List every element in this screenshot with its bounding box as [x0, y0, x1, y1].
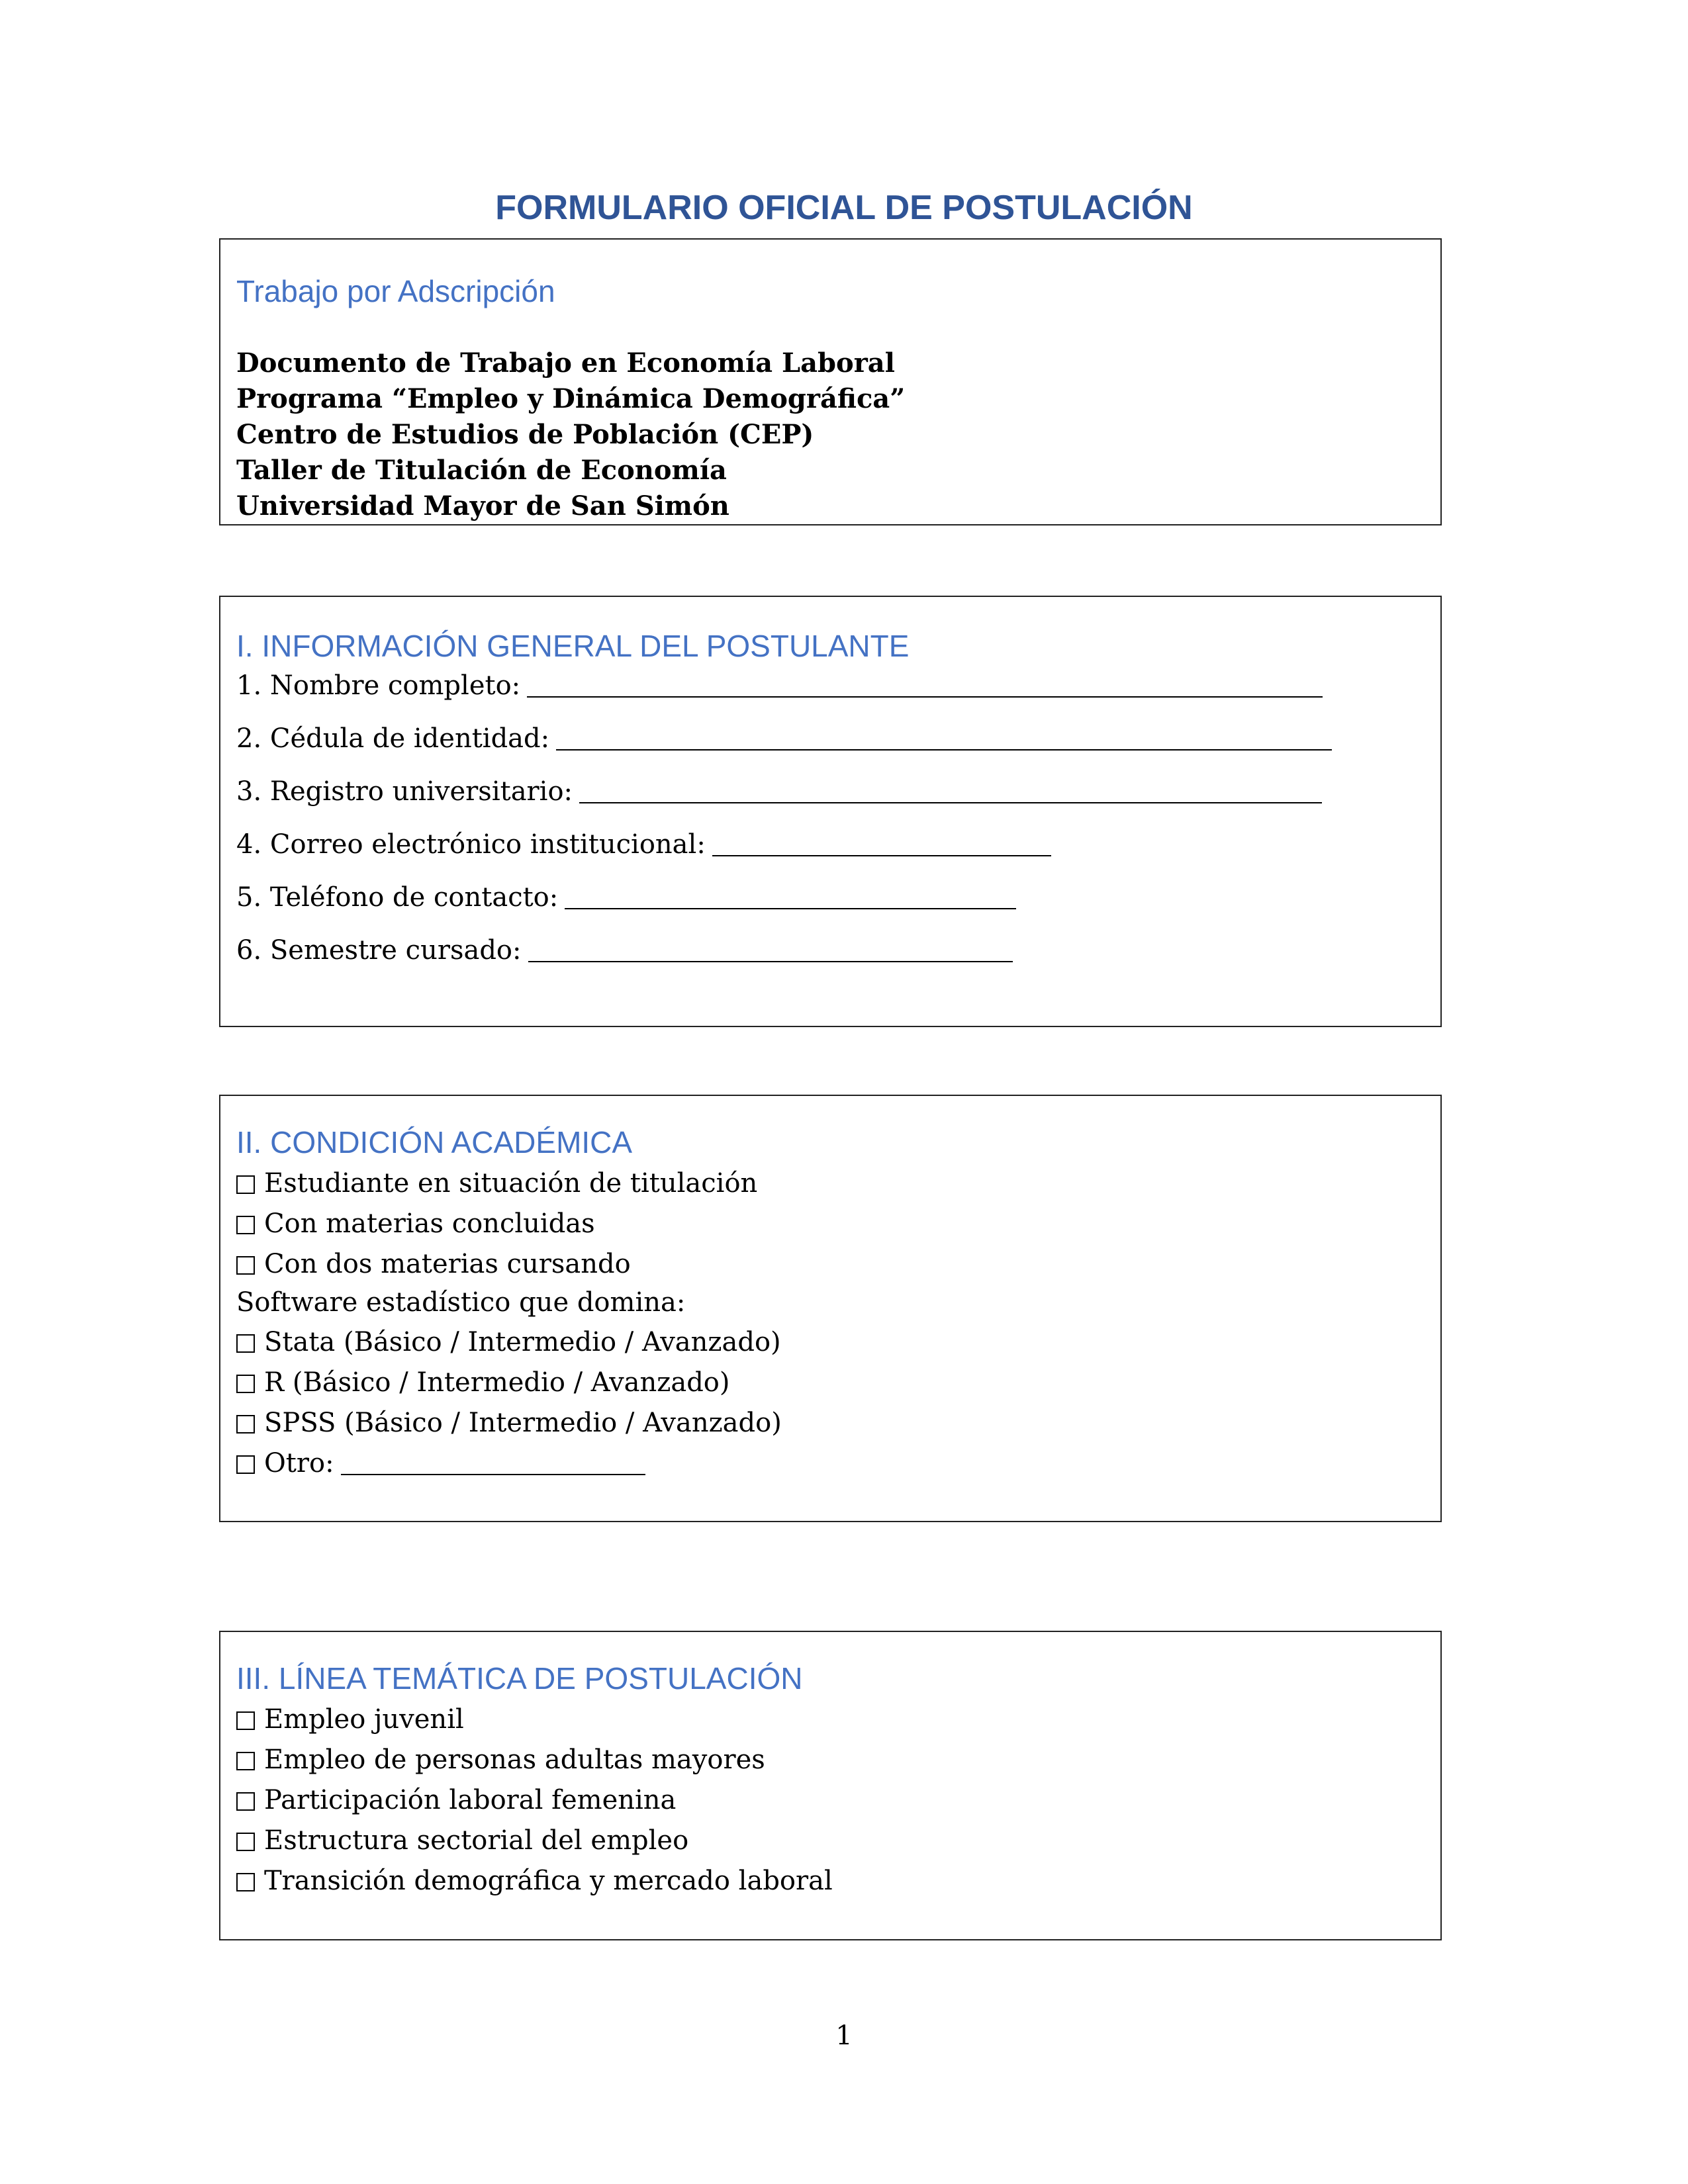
option-completed-courses[interactable] — [236, 1206, 595, 1241]
contact-phone-input-line[interactable] — [565, 884, 1016, 909]
field-university-register-label: 3. Registro universitario: — [236, 776, 573, 807]
field-full-name-label: 1. Nombre completo: — [236, 670, 521, 701]
full-name-input-line[interactable] — [527, 672, 1323, 698]
header-line-workshop: Taller de Titulación de Economía — [236, 455, 727, 486]
section-thematic-line-heading: III. LÍNEA TEMÁTICA DE POSTULACIÓN — [236, 1661, 803, 1696]
field-contact-phone — [236, 880, 1016, 915]
semester-input-line[interactable] — [528, 937, 1013, 962]
field-id-card-label: 2. Cédula de identidad: — [236, 723, 550, 754]
option-software-spss[interactable] — [236, 1406, 782, 1440]
option-female-participation[interactable] — [236, 1783, 676, 1817]
option-label: Empleo juvenil — [264, 1704, 464, 1735]
option-label: SPSS (Básico / Intermedio / Avanzado) — [264, 1408, 782, 1438]
option-label: Estructura sectorial del empleo — [264, 1825, 689, 1856]
option-label: Con materias concluidas — [264, 1208, 595, 1239]
option-label: Stata (Básico / Intermedio / Avanzado) — [264, 1327, 781, 1357]
option-label: R (Básico / Intermedio / Avanzado) — [264, 1367, 730, 1398]
section-academic-condition — [219, 1095, 1442, 1522]
option-titling-student[interactable] — [236, 1166, 757, 1201]
checkbox-icon[interactable] — [236, 1216, 255, 1234]
header-line-center: Centro de Estudios de Población (CEP) — [236, 419, 814, 450]
id-card-input-line[interactable] — [556, 725, 1332, 751]
software-label: Software estadístico que domina: — [236, 1287, 686, 1318]
other-software-input-line[interactable] — [341, 1450, 645, 1475]
header-line-university: Universidad Mayor de San Simón — [236, 490, 729, 522]
option-youth-employment[interactable] — [236, 1702, 464, 1737]
checkbox-icon[interactable] — [236, 1334, 255, 1353]
field-id-card — [236, 721, 1332, 756]
header-line-program: Programa “Empleo y Dinámica Demográfica” — [236, 383, 906, 414]
checkbox-icon[interactable] — [236, 1833, 255, 1851]
option-label: Empleo de personas adultas mayores — [264, 1745, 765, 1775]
option-label: Estudiante en situación de titulación — [264, 1168, 758, 1199]
field-semester — [236, 933, 1013, 968]
option-demographic-transition[interactable] — [236, 1864, 833, 1898]
section-general-info-heading: I. INFORMACIÓN GENERAL DEL POSTULANTE — [236, 629, 910, 663]
field-semester-label: 6. Semestre cursado: — [236, 935, 522, 966]
option-two-courses[interactable] — [236, 1247, 631, 1281]
section-academic-condition-heading: II. CONDICIÓN ACADÉMICA — [236, 1125, 633, 1160]
option-label: Con dos materias cursando — [264, 1249, 631, 1279]
field-institutional-email — [236, 827, 1051, 862]
document-title: FORMULARIO OFICIAL DE POSTULACIÓN — [495, 189, 1193, 227]
option-software-other[interactable] — [236, 1446, 645, 1480]
header-line-program-document: Documento de Trabajo en Economía Laboral — [236, 347, 895, 379]
option-software-r[interactable] — [236, 1365, 730, 1400]
institutional-email-input-line[interactable] — [712, 831, 1051, 856]
option-sectoral-structure[interactable] — [236, 1823, 688, 1858]
checkbox-icon[interactable] — [236, 1873, 255, 1891]
section-thematic-line — [219, 1631, 1442, 1940]
option-older-adults-employment[interactable] — [236, 1743, 765, 1777]
section-general-info — [219, 596, 1442, 1027]
checkbox-icon[interactable] — [236, 1711, 255, 1730]
field-full-name — [236, 668, 1323, 703]
checkbox-icon[interactable] — [236, 1792, 255, 1811]
field-contact-phone-label: 5. Teléfono de contacto: — [236, 882, 559, 913]
checkbox-icon[interactable] — [236, 1415, 255, 1433]
field-institutional-email-label: 4. Correo electrónico institucional: — [236, 829, 706, 860]
header-subtitle: Trabajo por Adscripción — [236, 274, 555, 308]
option-label: Transición demográfica y mercado laboral — [264, 1866, 833, 1896]
option-software-stata[interactable] — [236, 1325, 781, 1359]
page-number: 1 — [835, 2021, 853, 2051]
checkbox-icon[interactable] — [236, 1752, 255, 1770]
university-register-input-line[interactable] — [579, 778, 1322, 803]
checkbox-icon[interactable] — [236, 1175, 255, 1194]
header-box — [219, 238, 1442, 525]
option-label: Otro: — [264, 1448, 334, 1479]
option-label: Participación laboral femenina — [264, 1785, 677, 1815]
checkbox-icon[interactable] — [236, 1375, 255, 1393]
checkbox-icon[interactable] — [236, 1455, 255, 1474]
field-university-register — [236, 774, 1322, 809]
checkbox-icon[interactable] — [236, 1256, 255, 1275]
